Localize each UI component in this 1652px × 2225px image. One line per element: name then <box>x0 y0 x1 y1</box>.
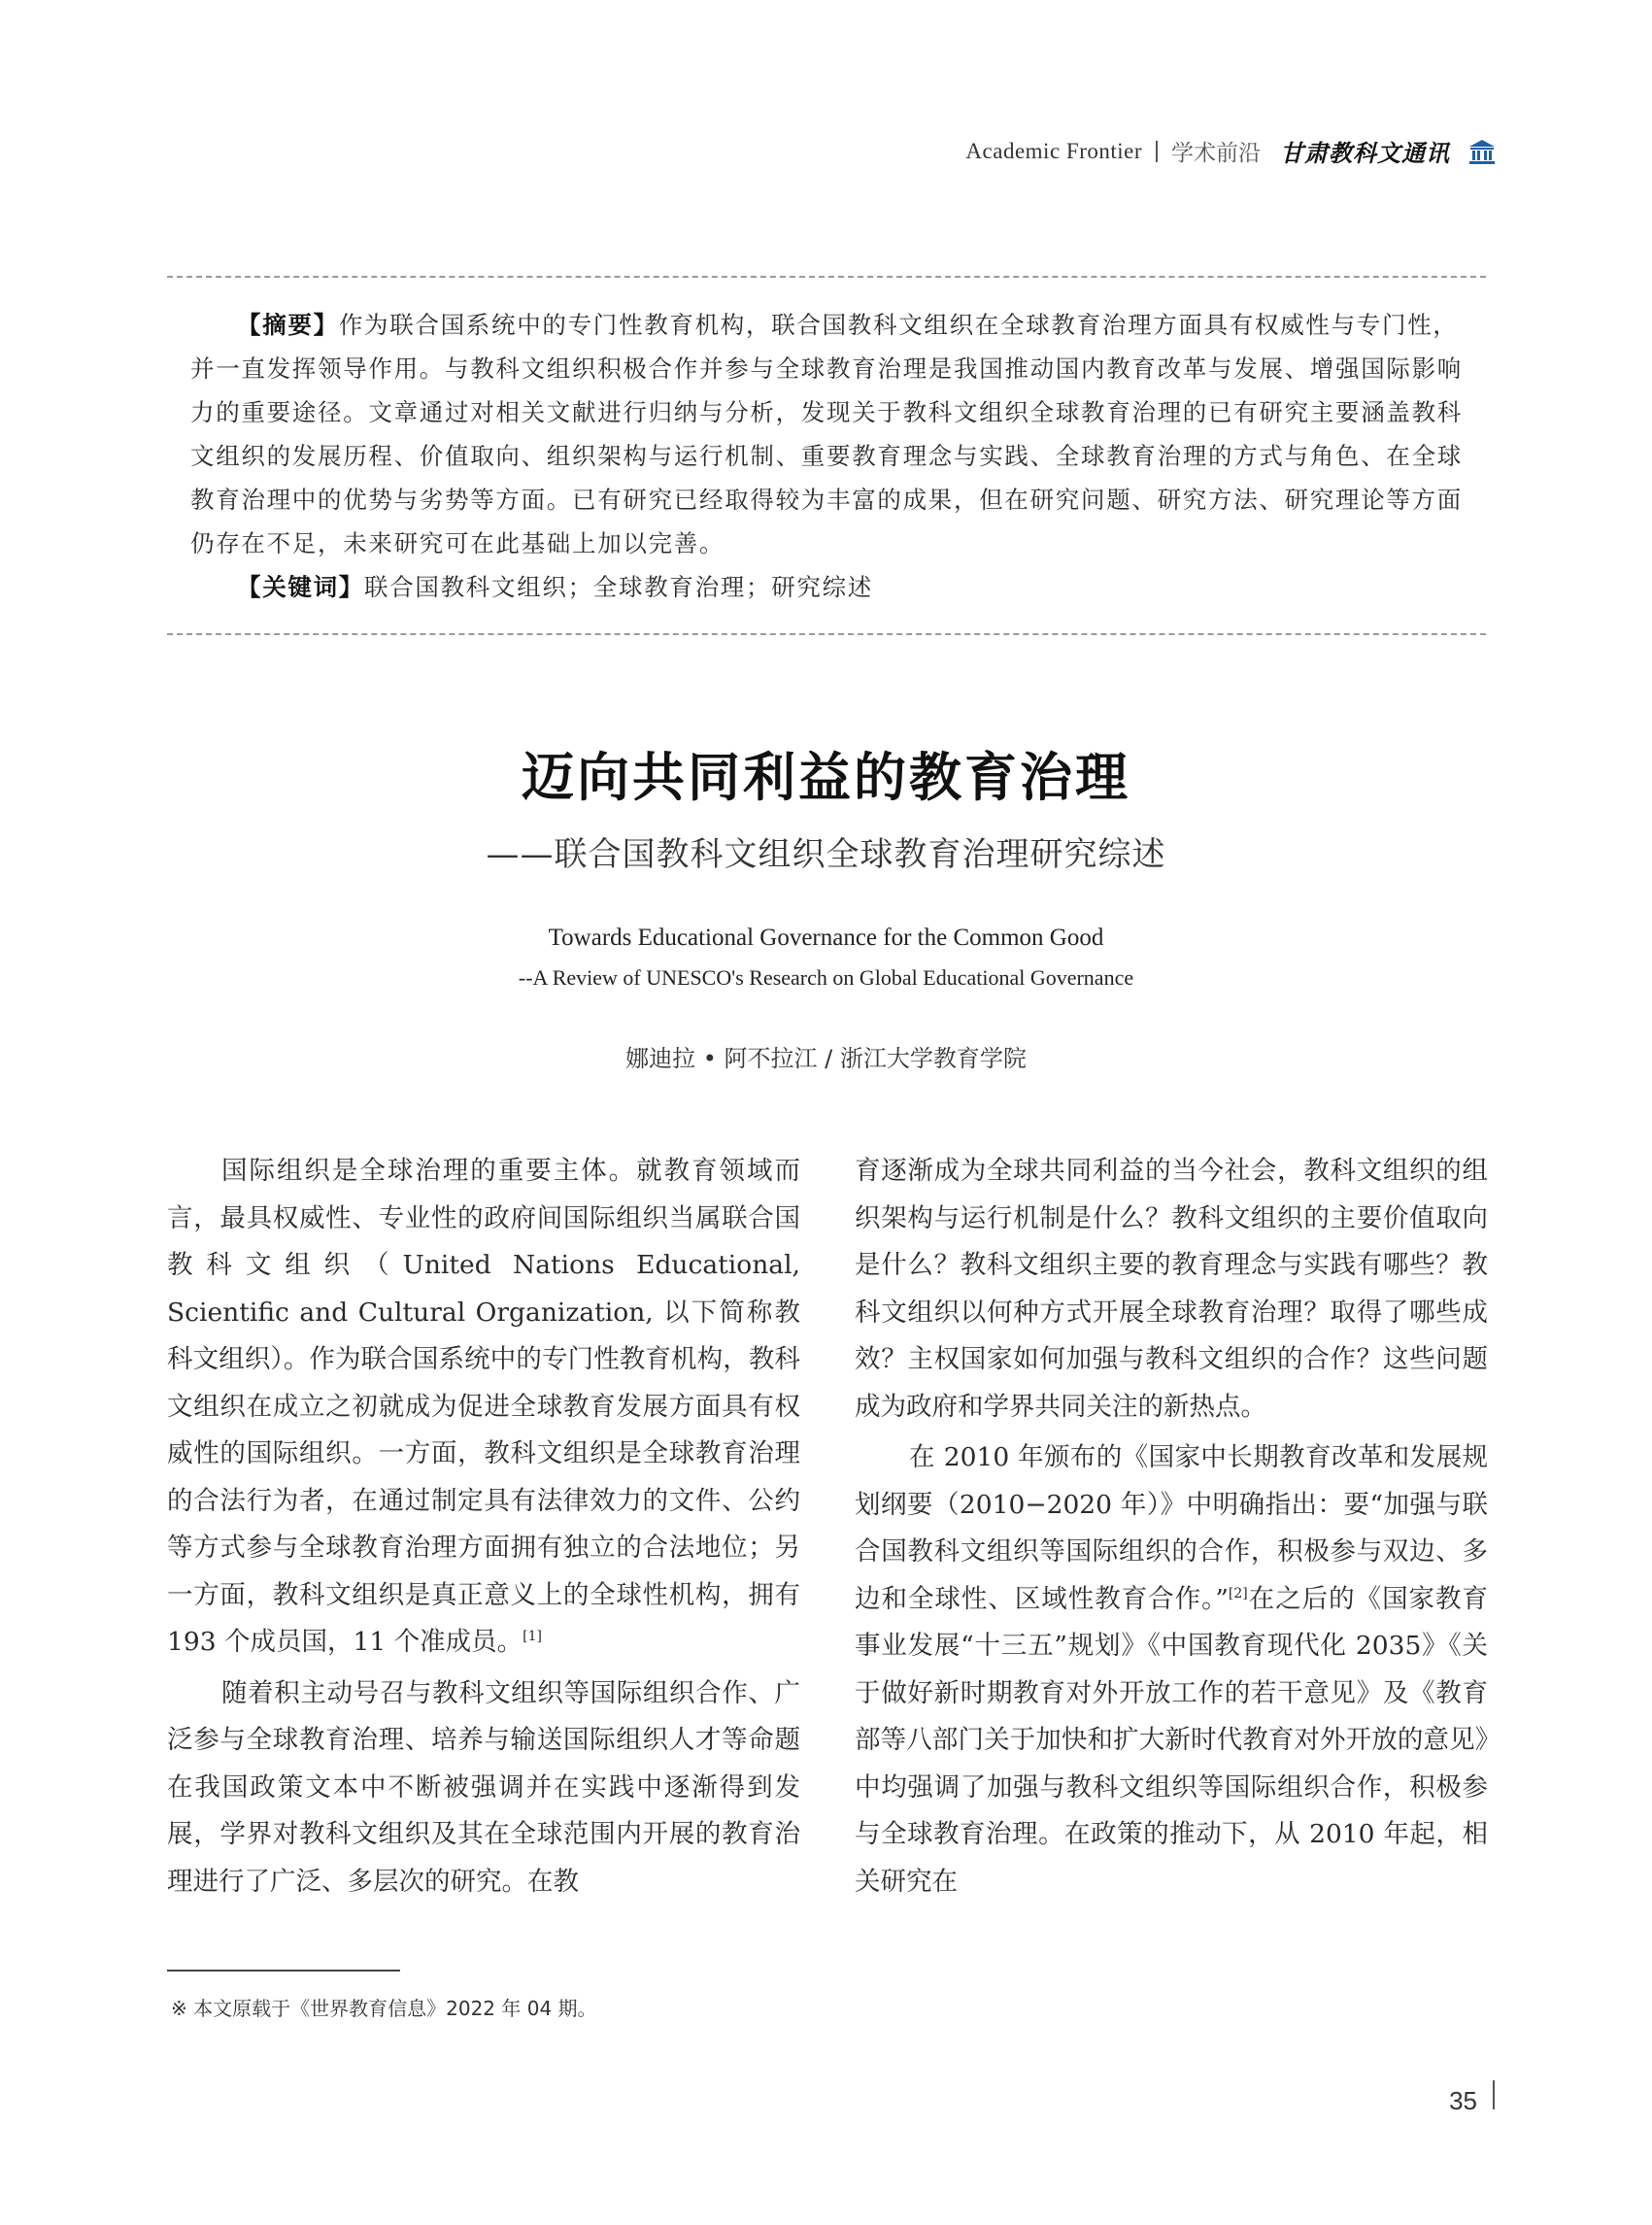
body-paragraph: 随着积主动号召与教科文组织等国际组织合作、广泛参与全球教育治理、培养与输送国际组织人才等命题在我国政策文本中不断被强调并在实践中逐渐得到发展，学界对教科文组织及其在全球范围内开展的教育治理进行了广泛、多层次的研究。在教 <box>167 1677 800 1897</box>
abstract-text: 作为联合国系统中的专门性教育机构，联合国教科文组织在全球教育治理方面具有权威性与专门性，并一直发挥领导作用。与教科文组织积极合作并参与全球教育治理是我国推动国内教育改革与发展、增强国际影响力的重要途径。文章通过对相关文献进行归纳与分析，发现关于教科文组织全球教育治理的已有研究主要涵盖教科文组织的发展历程、价值取向、组织架构与运行机制、重要教育理念与实践、全球教育治理的方式与角色、在全球教育治理中的优势与劣势等方面。已有研究已经取得较为丰富的成果，但在研究问题、研究方法、研究理论等方面仍存在不足，未来研究可在此基础上加以完善。 <box>190 311 1463 557</box>
keywords-label: 【关键词】 <box>237 573 364 601</box>
article-subtitle: ——联合国教科文组织全球教育治理研究综述 <box>486 835 1166 874</box>
page-number: 35 <box>1449 2086 1477 2115</box>
footnote-rule <box>167 1970 400 1972</box>
keywords-text: 联合国教科文组织；全球教育治理；研究综述 <box>364 573 873 601</box>
article-title: 迈向共同利益的教育治理 <box>522 746 1130 808</box>
paragraph-text: 在之后的《国家教育事业发展“十三五”规划》《中国教育现代化 2035》《关于做好新时期教育对外开放工作的若干意见》及《教育部等八部门关于加快和扩大新时代教育对外开放的意见》中均强调了加强与教科文组织等国际组织合作，积极参与全球教育治理。在政策的推动下，从 2010 年起，相关研究在 <box>855 1583 1488 1897</box>
author-affiliation: 娜迪拉 • 阿不拉江 / 浙江大学教育学院 <box>625 1045 1027 1072</box>
unesco-temple-icon <box>1467 137 1497 166</box>
body-paragraph <box>855 1434 1488 1905</box>
paragraph-text: 国际组织是全球治理的重要主体。就教育领域而言，最具权威性、专业性的政府间国际组织当属联合国教科文组织（United Nations Educational, Scientific and Cultural Organization, 以下简称教科文组织）。作为联合国系统中的专门性教育机构，教科文组织在成立之初就成为促进全球教育发展方面具有权威性的国际组织。一方面，教科文组织是全球教育治理的合法行为者，在通过制定具有法律效力的文件、公约等方式参与全球教育治理方面拥有独立的合法地位；另一方面，教科文组织是真正意义上的全球性机构，拥有 193 个成员国，11 个准成员。 <box>167 1156 800 1657</box>
header-divider <box>1156 141 1158 162</box>
abstract-top-rule <box>167 276 1486 278</box>
citation-ref: [2] <box>1228 1585 1248 1601</box>
journal-brand: 甘肃教科文通讯 <box>1280 139 1450 167</box>
paragraph-text: 在 2010 年颁布的《国家中长期教育改革和发展规划纲要（2010−2020 年）》中明确指出：要“加强与联合国教科文组织等国际组织的合作，积极参与双边、多边和全球性、区域性教育合作。” <box>855 1442 1488 1614</box>
english-subtitle: --A Review of UNESCO's Research on Global Educational Governance <box>518 965 1134 990</box>
page-number-divider <box>1493 2080 1495 2109</box>
abstract-block <box>190 303 1468 609</box>
citation-ref: [1] <box>523 1629 542 1645</box>
header-english-section: Academic Frontier <box>965 138 1142 163</box>
body-column-right <box>855 1148 1488 1905</box>
body-paragraph <box>167 1148 800 1667</box>
header-chinese-section: 学术前沿 <box>1171 141 1261 166</box>
footnote: ※ 本文原载于《世界教育信息》2022 年 04 期。 <box>171 1997 597 2020</box>
abstract-bottom-rule <box>167 633 1486 635</box>
english-title: Towards Educational Governance for the Common Good <box>548 925 1104 951</box>
keywords-line <box>190 565 1468 609</box>
abstract-label: 【摘要】 <box>237 311 339 339</box>
body-paragraph: 育逐渐成为全球共同利益的当今社会，教科文组织的组织架构与运行机制是什么？教科文组织的主要价值取向是什么？教科文组织主要的教育理念与实践有哪些？教科文组织以何种方式开展全球教育治理？取得了哪些成效？主权国家如何加强与教科文组织的合作？这些问题成为政府和学界共同关注的新热点。 <box>855 1156 1488 1422</box>
abstract-paragraph <box>190 303 1468 565</box>
running-header <box>965 134 1497 168</box>
body-column-left <box>167 1148 800 1905</box>
